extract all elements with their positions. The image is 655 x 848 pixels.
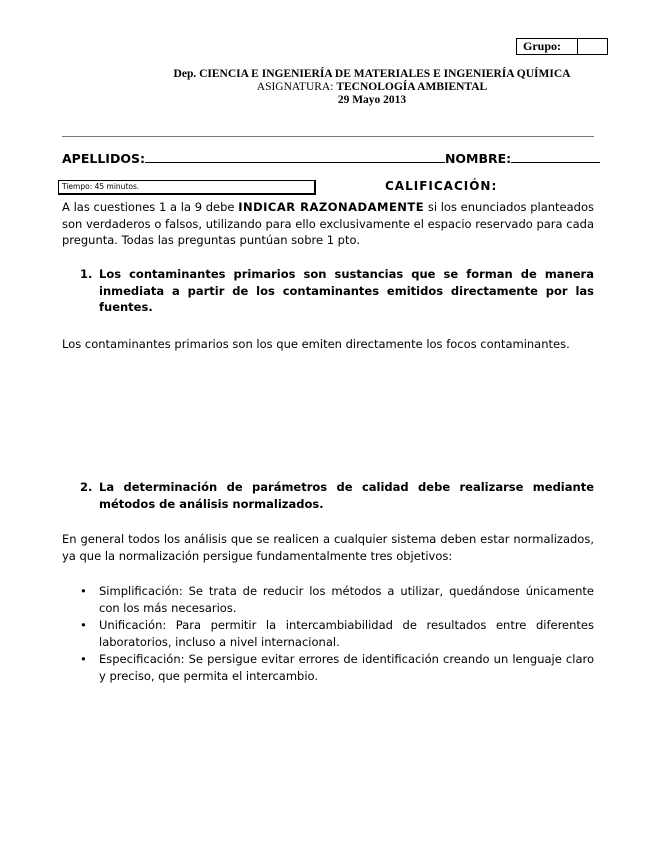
bullet-icon: • — [80, 618, 87, 632]
list-item — [80, 583, 594, 616]
bullet-icon: • — [80, 652, 87, 666]
exam-date: 29 Mayo 2013 — [337, 94, 407, 106]
surname-label: APELLIDOS: — [62, 151, 145, 166]
divider — [62, 136, 594, 137]
grade-label: CALIFICACIÓN: — [385, 179, 498, 193]
answer-2: En general todos los análisis que se realicen a cualquier sistema deben estar normalizados, ya que la normalización persigue fundamentalmente tres objetivos: — [62, 532, 594, 563]
department: Dep. CIENCIA E INGENIERÍA DE MATERIALES E INGENIERÍA QUÍMICA — [173, 68, 571, 80]
list-item-text: Simplificación: Se trata de reducir los métodos a utilizar, quedándose únicamente con los más necesarios. — [99, 584, 594, 615]
instructions — [62, 199, 594, 249]
question-1 — [80, 266, 594, 316]
group-field[interactable] — [577, 39, 578, 54]
instructions-text: A las cuestiones 1 a la 9 debe — [62, 200, 239, 214]
objectives-list — [80, 583, 594, 685]
subject-line — [62, 81, 655, 93]
list-item-text: Especificación: Se persigue evitar errores de identificación creando un lenguaje claro y preciso, que permita el intercambio. — [99, 652, 594, 683]
name-field[interactable] — [511, 150, 600, 163]
name-label: NOMBRE: — [444, 151, 512, 166]
surname-field[interactable] — [145, 150, 445, 163]
instructions-text-2: si los enunciados planteados son verdaderos o falsos, utilizando para ello exclusivamente el espacio reservado para cada pregunta. Todas las preguntas puntúan sobre 1 pto. — [62, 200, 594, 247]
answer-1: Los contaminantes primarios son los que emiten directamente los focos contaminantes. — [62, 337, 570, 351]
time-box: Tiempo: 45 minutos. — [58, 180, 316, 195]
subject-label: ASIGNATURA: — [256, 81, 334, 93]
list-item — [80, 617, 594, 650]
surname-row — [62, 150, 600, 166]
list-item — [80, 651, 594, 684]
bullet-icon: • — [80, 584, 87, 598]
question-number: 1. — [80, 267, 93, 281]
question-2 — [80, 479, 594, 512]
question-text: La determinación de parámetros de calidad debe realizarse mediante métodos de análisis normalizados. — [99, 480, 594, 511]
question-number: 2. — [80, 480, 93, 494]
subject: TECNOLOGÍA AMBIENTAL — [336, 81, 488, 93]
question-text: Los contaminantes primarios son sustancias que se forman de manera inmediata a partir de los contaminantes emitidos directamente por las fuentes. — [99, 267, 594, 314]
list-item-text: Unificación: Para permitir la intercambiabilidad de resultados entre diferentes laboratorios, incluso a nivel internacional. — [99, 618, 594, 649]
group-label: Grupo: — [523, 39, 562, 53]
group-box — [516, 38, 608, 55]
instructions-emphasis: INDICAR RAZONADAMENTE — [238, 200, 425, 214]
